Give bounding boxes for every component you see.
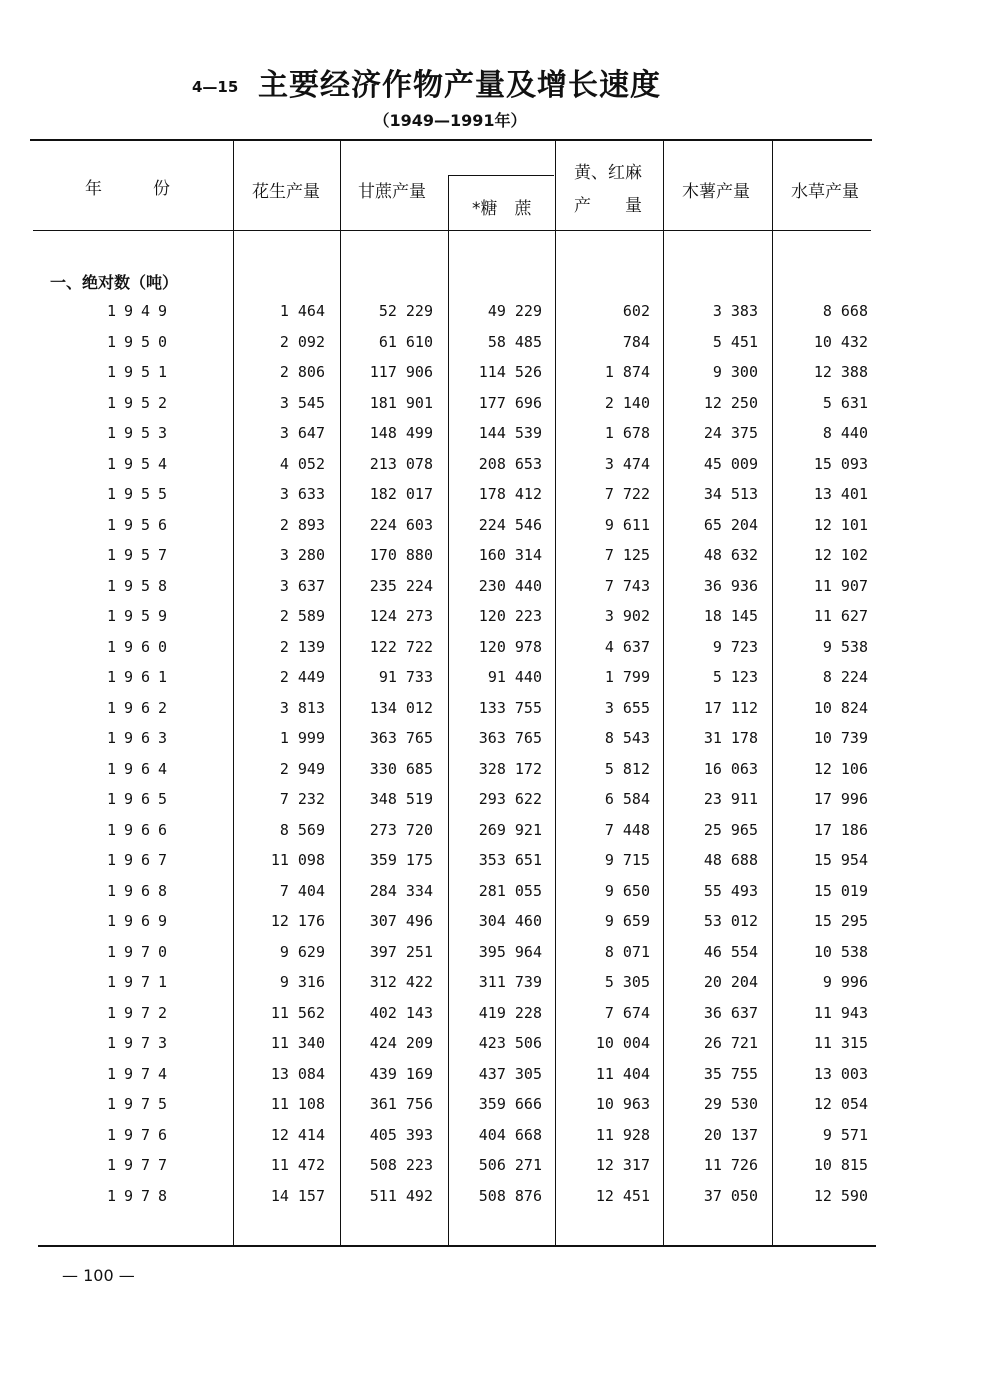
cell-sugar-cane: 363 765 (478, 729, 542, 747)
header-sugarcane: 甘蔗产量 (358, 182, 426, 202)
table-row (0, 998, 1000, 1028)
cell-jute: 10 004 (595, 1034, 650, 1052)
cell-peanut: 8 569 (279, 820, 325, 839)
cell-cassava: 3 383 (712, 302, 758, 320)
section-label: 一、绝对数（吨） (50, 273, 179, 292)
cell-peanut: 4 052 (279, 454, 325, 473)
cell-peanut: 3 813 (279, 698, 325, 717)
cell-jute: 602 (622, 302, 650, 320)
cell-jute: 12 451 (595, 1186, 650, 1205)
cell-peanut: 1 999 (279, 729, 325, 747)
cell-year: 1955 (106, 485, 176, 503)
cell-grass: 11 627 (813, 607, 868, 625)
cell-sugarcane: 124 273 (369, 607, 433, 625)
cell-cassava: 23 911 (703, 790, 758, 808)
cell-sugar-cane: 395 964 (478, 942, 542, 961)
cell-jute: 11 928 (595, 1125, 650, 1144)
table-row (0, 510, 1000, 540)
cell-sugarcane: 348 519 (369, 790, 433, 808)
table-bottom-rule (38, 1245, 876, 1247)
cell-year: 1968 (106, 881, 176, 900)
page-title: 主要经济作物产量及增长速度 (258, 68, 661, 103)
cell-grass: 12 101 (813, 515, 868, 534)
cell-grass: 15 093 (813, 454, 868, 473)
cell-sugarcane: 181 901 (369, 393, 433, 412)
cell-grass: 10 432 (813, 332, 868, 351)
table-row (0, 1028, 1000, 1058)
cell-grass: 9 538 (822, 637, 868, 656)
cell-jute: 11 404 (595, 1064, 650, 1083)
cell-year: 1953 (106, 424, 176, 442)
cell-sugarcane: 359 175 (369, 851, 433, 869)
cell-jute: 9 715 (604, 851, 650, 869)
cell-sugarcane: 307 496 (369, 912, 433, 930)
cell-sugar-cane: 91 440 (487, 668, 542, 686)
cell-cassava: 36 637 (703, 1003, 758, 1022)
cell-year: 1973 (106, 1034, 176, 1052)
table-row (0, 693, 1000, 723)
cell-sugar-cane: 208 653 (478, 454, 542, 473)
cell-grass: 11 943 (813, 1003, 868, 1022)
cell-sugarcane: 182 017 (369, 485, 433, 503)
cell-year: 1958 (106, 576, 176, 595)
cell-peanut: 2 589 (279, 607, 325, 625)
header-jute-line1: 黄、红麻 (574, 163, 642, 183)
table-row (0, 1150, 1000, 1180)
table-row (0, 967, 1000, 997)
cell-year: 1959 (106, 607, 176, 625)
cell-sugarcane: 224 603 (369, 515, 433, 534)
cell-year: 1971 (106, 973, 176, 991)
table-row (0, 662, 1000, 692)
cell-jute: 7 743 (604, 576, 650, 595)
cell-cassava: 9 723 (712, 637, 758, 656)
header-cassava: 木薯产量 (682, 182, 750, 202)
cell-cassava: 35 755 (703, 1064, 758, 1083)
cell-sugar-cane: 359 666 (478, 1095, 542, 1113)
cell-cassava: 48 632 (703, 546, 758, 564)
page-number: — 100 — (62, 1266, 135, 1285)
cell-jute: 7 674 (604, 1003, 650, 1022)
cell-cassava: 46 554 (703, 942, 758, 961)
cell-peanut: 11 340 (270, 1034, 325, 1052)
cell-grass: 15 019 (813, 881, 868, 900)
cell-year: 1965 (106, 790, 176, 808)
cell-grass: 12 388 (813, 363, 868, 381)
cell-year: 1970 (106, 942, 176, 961)
cell-cassava: 12 250 (703, 393, 758, 412)
cell-grass: 10 739 (813, 729, 868, 747)
cell-sugar-cane: 311 739 (478, 973, 542, 991)
cell-cassava: 29 530 (703, 1095, 758, 1113)
cell-cassava: 11 726 (703, 1156, 758, 1174)
cell-cassava: 5 123 (712, 668, 758, 686)
cell-sugarcane: 134 012 (369, 698, 433, 717)
table-row (0, 1089, 1000, 1119)
cell-sugar-cane: 353 651 (478, 851, 542, 869)
cell-peanut: 14 157 (270, 1186, 325, 1205)
cell-peanut: 7 232 (279, 790, 325, 808)
cell-sugar-cane: 230 440 (478, 576, 542, 595)
cell-cassava: 48 688 (703, 851, 758, 869)
table-row (0, 601, 1000, 631)
header-grass: 水草产量 (791, 182, 859, 202)
cell-jute: 7 722 (604, 485, 650, 503)
cell-grass: 10 538 (813, 942, 868, 961)
table-row (0, 632, 1000, 662)
cell-grass: 17 186 (813, 820, 868, 839)
cell-grass: 10 815 (813, 1156, 868, 1174)
cell-sugarcane: 170 880 (369, 546, 433, 564)
cell-jute: 2 140 (604, 393, 650, 412)
cell-year: 1950 (106, 332, 176, 351)
cell-year: 1972 (106, 1003, 176, 1022)
cell-cassava: 55 493 (703, 881, 758, 900)
cell-grass: 12 102 (813, 546, 868, 564)
cell-grass: 9 996 (822, 973, 868, 991)
cell-peanut: 3 633 (279, 485, 325, 503)
cell-sugar-cane: 120 223 (478, 607, 542, 625)
cell-jute: 9 650 (604, 881, 650, 900)
table-row (0, 845, 1000, 875)
cell-jute: 784 (622, 332, 650, 351)
cell-jute: 8 543 (604, 729, 650, 747)
cell-sugarcane: 424 209 (369, 1034, 433, 1052)
cell-year: 1969 (106, 912, 176, 930)
cell-grass: 13 003 (813, 1064, 868, 1083)
title-row (0, 60, 1000, 104)
cell-sugar-cane: 328 172 (478, 759, 542, 778)
cell-sugarcane: 363 765 (369, 729, 433, 747)
cell-sugarcane: 405 393 (369, 1125, 433, 1144)
cell-sugar-cane: 506 271 (478, 1156, 542, 1174)
table-row (0, 937, 1000, 967)
cell-grass: 15 954 (813, 851, 868, 869)
cell-year: 1961 (106, 668, 176, 686)
cell-sugar-cane: 304 460 (478, 912, 542, 930)
cell-jute: 9 659 (604, 912, 650, 930)
cell-sugarcane: 508 223 (369, 1156, 433, 1174)
cell-grass: 9 571 (822, 1125, 868, 1144)
cell-sugar-cane: 419 228 (478, 1003, 542, 1022)
cell-peanut: 1 464 (279, 302, 325, 320)
cell-sugarcane: 91 733 (378, 668, 433, 686)
header-sugar-cane-sub: *糖 蔗 (472, 199, 532, 219)
table-row (0, 418, 1000, 448)
cell-grass: 12 106 (813, 759, 868, 778)
cell-grass: 10 824 (813, 698, 868, 717)
cell-cassava: 36 936 (703, 576, 758, 595)
cell-sugarcane: 122 722 (369, 637, 433, 656)
cell-year: 1956 (106, 515, 176, 534)
cell-cassava: 18 145 (703, 607, 758, 625)
cell-sugar-cane: 224 546 (478, 515, 542, 534)
cell-cassava: 9 300 (712, 363, 758, 381)
cell-sugarcane: 148 499 (369, 424, 433, 442)
cell-peanut: 3 280 (279, 546, 325, 564)
cell-sugarcane: 439 169 (369, 1064, 433, 1083)
cell-cassava: 24 375 (703, 424, 758, 442)
cell-jute: 3 655 (604, 698, 650, 717)
cell-sugar-cane: 404 668 (478, 1125, 542, 1144)
cell-sugarcane: 312 422 (369, 973, 433, 991)
cell-year: 1978 (106, 1186, 176, 1205)
cell-year: 1952 (106, 393, 176, 412)
cell-peanut: 11 108 (270, 1095, 325, 1113)
cell-peanut: 12 176 (270, 912, 325, 930)
cell-cassava: 34 513 (703, 485, 758, 503)
table-row (0, 540, 1000, 570)
cell-cassava: 16 063 (703, 759, 758, 778)
table-row (0, 296, 1000, 326)
cell-jute: 3 474 (604, 454, 650, 473)
cell-sugarcane: 61 610 (378, 332, 433, 351)
table-row (0, 754, 1000, 784)
cell-year: 1976 (106, 1125, 176, 1144)
subtitle: （1949—1991年） (373, 111, 527, 130)
table-row (0, 479, 1000, 509)
cell-grass: 11 315 (813, 1034, 868, 1052)
cell-sugar-cane: 437 305 (478, 1064, 542, 1083)
cell-jute: 9 611 (604, 515, 650, 534)
cell-sugar-cane: 160 314 (478, 546, 542, 564)
cell-cassava: 20 204 (703, 973, 758, 991)
table-row (0, 815, 1000, 845)
cell-peanut: 2 806 (279, 363, 325, 381)
cell-peanut: 11 472 (270, 1156, 325, 1174)
cell-sugarcane: 330 685 (369, 759, 433, 778)
cell-jute: 1 799 (604, 668, 650, 686)
cell-peanut: 3 647 (279, 424, 325, 442)
table-row (0, 571, 1000, 601)
cell-sugar-cane: 423 506 (478, 1034, 542, 1052)
cell-jute: 5 305 (604, 973, 650, 991)
cell-peanut: 13 084 (270, 1064, 325, 1083)
cell-sugar-cane: 293 622 (478, 790, 542, 808)
cell-grass: 8 440 (822, 424, 868, 442)
table-row (0, 906, 1000, 936)
cell-peanut: 3 637 (279, 576, 325, 595)
cell-year: 1949 (106, 302, 176, 320)
cell-grass: 13 401 (813, 485, 868, 503)
cell-year: 1974 (106, 1064, 176, 1083)
cell-sugar-cane: 120 978 (478, 637, 542, 656)
cell-sugarcane: 397 251 (369, 942, 433, 961)
cell-jute: 5 812 (604, 759, 650, 778)
cell-year: 1962 (106, 698, 176, 717)
cell-sugarcane: 284 334 (369, 881, 433, 900)
table-row (0, 723, 1000, 753)
cell-year: 1960 (106, 637, 176, 656)
cell-jute: 3 902 (604, 607, 650, 625)
cell-sugarcane: 235 224 (369, 576, 433, 595)
table-row (0, 876, 1000, 906)
cell-year: 1977 (106, 1156, 176, 1174)
cell-year: 1954 (106, 454, 176, 473)
table-row (0, 1059, 1000, 1089)
table-row (0, 327, 1000, 357)
cell-jute: 10 963 (595, 1095, 650, 1113)
cell-cassava: 45 009 (703, 454, 758, 473)
cell-sugar-cane: 508 876 (478, 1186, 542, 1205)
cell-cassava: 20 137 (703, 1125, 758, 1144)
cell-grass: 5 631 (822, 393, 868, 412)
header-bottom-rule (33, 230, 871, 231)
cell-sugar-cane: 114 526 (478, 363, 542, 381)
cell-sugarcane: 52 229 (378, 302, 433, 320)
cell-cassava: 26 721 (703, 1034, 758, 1052)
cell-cassava: 25 965 (703, 820, 758, 839)
cell-sugar-cane: 58 485 (487, 332, 542, 351)
cell-year: 1957 (106, 546, 176, 564)
header-peanut: 花生产量 (252, 182, 320, 202)
cell-peanut: 2 449 (279, 668, 325, 686)
cell-sugarcane: 213 078 (369, 454, 433, 473)
cell-sugar-cane: 144 539 (478, 424, 542, 442)
cell-jute: 12 317 (595, 1156, 650, 1174)
cell-jute: 7 125 (604, 546, 650, 564)
cell-year: 1964 (106, 759, 176, 778)
cell-jute: 1 678 (604, 424, 650, 442)
cell-sugarcane: 273 720 (369, 820, 433, 839)
table-row (0, 1181, 1000, 1211)
cell-peanut: 7 404 (279, 881, 325, 900)
cell-jute: 1 874 (604, 363, 650, 381)
cell-year: 1967 (106, 851, 176, 869)
cell-year: 1963 (106, 729, 176, 747)
cell-jute: 7 448 (604, 820, 650, 839)
table-row (0, 449, 1000, 479)
cell-sugar-cane: 281 055 (478, 881, 542, 900)
cell-cassava: 17 112 (703, 698, 758, 717)
table-top-rule (30, 139, 872, 141)
cell-sugarcane: 402 143 (369, 1003, 433, 1022)
cell-peanut: 11 098 (270, 851, 325, 869)
cell-peanut: 9 316 (279, 973, 325, 991)
cell-cassava: 37 050 (703, 1186, 758, 1205)
cell-cassava: 31 178 (703, 729, 758, 747)
cell-sugarcane: 511 492 (369, 1186, 433, 1205)
cell-peanut: 3 545 (279, 393, 325, 412)
cell-peanut: 9 629 (279, 942, 325, 961)
table-row (0, 1120, 1000, 1150)
cell-grass: 8 668 (822, 302, 868, 320)
sugarcane-sub-rule (448, 175, 554, 176)
header-jute-line2: 产 量 (574, 196, 642, 216)
cell-sugar-cane: 177 696 (478, 393, 542, 412)
table-row (0, 388, 1000, 418)
cell-grass: 17 996 (813, 790, 868, 808)
cell-cassava: 53 012 (703, 912, 758, 930)
cell-grass: 12 054 (813, 1095, 868, 1113)
cell-peanut: 2 092 (279, 332, 325, 351)
cell-sugarcane: 361 756 (369, 1095, 433, 1113)
cell-cassava: 65 204 (703, 515, 758, 534)
header-year: 年 份 (85, 179, 170, 199)
table-number: 4—15 (192, 78, 239, 96)
cell-jute: 4 637 (604, 637, 650, 656)
table-row (0, 357, 1000, 387)
cell-peanut: 2 893 (279, 515, 325, 534)
cell-grass: 15 295 (813, 912, 868, 930)
cell-jute: 6 584 (604, 790, 650, 808)
cell-peanut: 12 414 (270, 1125, 325, 1144)
cell-cassava: 5 451 (712, 332, 758, 351)
cell-peanut: 2 949 (279, 759, 325, 778)
cell-grass: 11 907 (813, 576, 868, 595)
cell-year: 1975 (106, 1095, 176, 1113)
cell-sugarcane: 117 906 (369, 363, 433, 381)
cell-grass: 8 224 (822, 668, 868, 686)
cell-sugar-cane: 178 412 (478, 485, 542, 503)
table-row (0, 784, 1000, 814)
cell-grass: 12 590 (813, 1186, 868, 1205)
cell-peanut: 2 139 (279, 637, 325, 656)
cell-sugar-cane: 49 229 (487, 302, 542, 320)
cell-jute: 8 071 (604, 942, 650, 961)
cell-peanut: 11 562 (270, 1003, 325, 1022)
cell-year: 1951 (106, 363, 176, 381)
cell-sugar-cane: 269 921 (478, 820, 542, 839)
cell-sugar-cane: 133 755 (478, 698, 542, 717)
cell-year: 1966 (106, 820, 176, 839)
